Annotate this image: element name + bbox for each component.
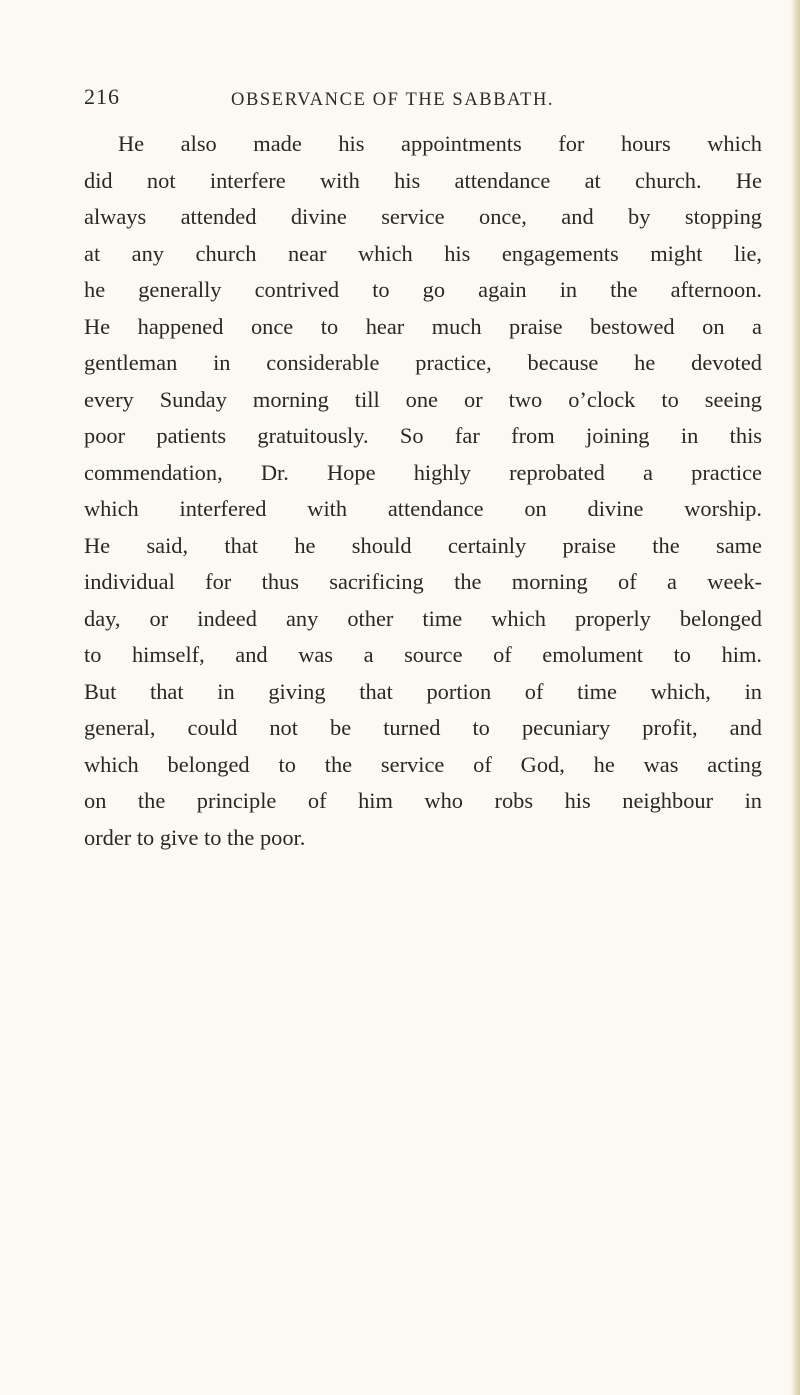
text-line: he generally contrived to go again in the afternoon. (84, 277, 762, 302)
text-line: poor patients gratuitously. So far from joining in this (84, 423, 762, 448)
text-line: individual for thus sacrificing the morning of a week- (84, 569, 762, 594)
text-line: every Sunday morning till one or two o’clock to seeing (84, 386, 762, 412)
text-line: order to give to the poor. (84, 824, 306, 850)
text-line: did not interfere with his attendance at church. He (84, 167, 762, 193)
page-number: 216 (84, 84, 120, 109)
body-paragraph (84, 126, 762, 856)
text-line: gentleman in considerable practice, because he devoted (84, 350, 762, 375)
text-line: commendation, Dr. Hope highly reprobated a practice (84, 459, 762, 485)
text-line: He also made his appointments for hours which (118, 131, 762, 156)
running-head (84, 84, 684, 120)
text-line: on the principle of him who robs his neighbour in (84, 788, 762, 813)
text-line: He happened once to hear much praise bestowed on a (84, 313, 762, 339)
text-line: always attended divine service once, and by stopping (84, 204, 762, 229)
text-line: which interfered with attendance on divine worship. (84, 496, 762, 521)
text-line: which belonged to the service of God, he was acting (84, 751, 762, 777)
running-title: OBSERVANCE OF THE SABBATH. (231, 90, 555, 110)
text-line: But that in giving that portion of time which, in (84, 678, 762, 704)
text-line: at any church near which his engagements might lie, (84, 240, 762, 266)
text-line: to himself, and was a source of emolument to him. (84, 642, 762, 667)
text-line: day, or indeed any other time which properly belonged (84, 605, 762, 631)
text-line: He said, that he should certainly praise the same (84, 532, 762, 558)
text-line: general, could not be turned to pecuniary profit, and (84, 715, 762, 740)
page-edge-shadow (791, 0, 800, 1395)
